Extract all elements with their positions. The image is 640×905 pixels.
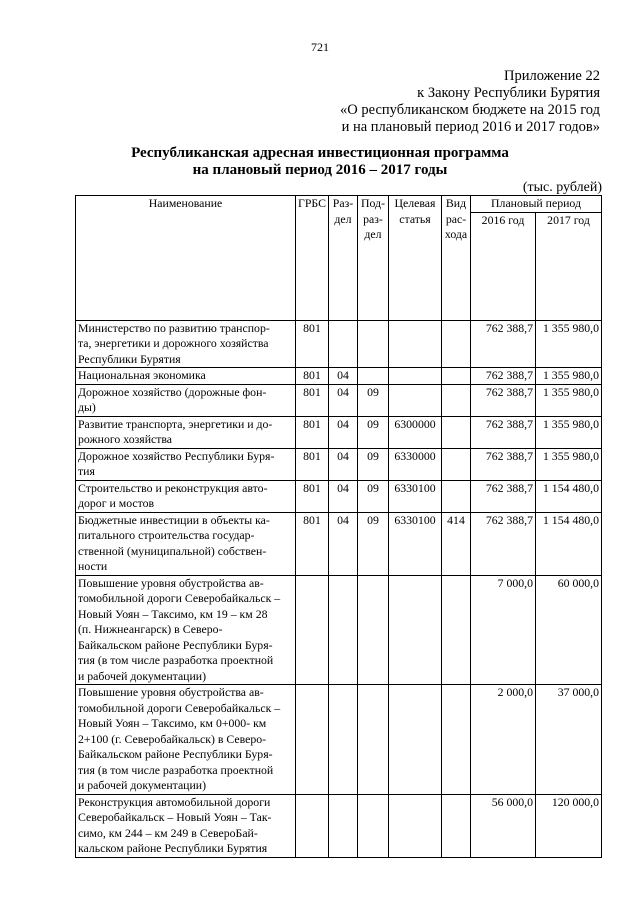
cell-y2016: 2 000,0 xyxy=(471,685,536,795)
title-line: на плановый период 2016 – 2017 годы xyxy=(192,162,448,178)
cell-y2017: 60 000,0 xyxy=(536,575,602,685)
cell-razdel: 04 xyxy=(329,480,358,512)
cell-podrazdel: 09 xyxy=(358,416,389,448)
cell-vid xyxy=(442,575,471,685)
cell-name: Повышение уровня обустройства ав- томобильной дороги Северобайкальск – Новый Уоян – Таксимо, км 0+000- км 2+100 (г. Северобайкальск) в Северо- Байкальском районе Республики Буря- тия (в том числе разработка проектной и рабочей документации) xyxy=(76,685,296,795)
cell-podrazdel: 09 xyxy=(358,384,389,416)
table-row xyxy=(76,685,602,795)
cell-razdel xyxy=(329,575,358,685)
cell-razdel: 04 xyxy=(329,512,358,575)
cell-y2017: 1 355 980,0 xyxy=(536,320,602,368)
cell-name: Реконструкция автомобильной дороги Северобайкальск – Новый Уоян – Так- симо, км 244 – км 249 в СевероБай- кальском районе Республики Бурятия xyxy=(76,794,296,857)
cell-grbs: 801 xyxy=(296,368,329,385)
cell-name: Национальная экономика xyxy=(76,368,296,385)
document-title xyxy=(0,145,640,179)
cell-y2017: 1 355 980,0 xyxy=(536,368,602,385)
cell-y2016: 56 000,0 xyxy=(471,794,536,857)
cell-razdel xyxy=(329,685,358,795)
cell-grbs xyxy=(296,685,329,795)
appendix-line: Приложение 22 xyxy=(504,68,600,84)
cell-target xyxy=(389,685,442,795)
cell-razdel: 04 xyxy=(329,368,358,385)
cell-grbs: 801 xyxy=(296,416,329,448)
header-razdel: Раз- дел xyxy=(329,196,358,321)
table-row xyxy=(76,416,602,448)
table-row xyxy=(76,448,602,480)
cell-y2017: 1 355 980,0 xyxy=(536,448,602,480)
cell-name: Строительство и реконструкция авто- дорог и мостов xyxy=(76,480,296,512)
table-body xyxy=(76,320,602,857)
cell-y2017: 1 355 980,0 xyxy=(536,384,602,416)
cell-podrazdel: 09 xyxy=(358,512,389,575)
cell-grbs: 801 xyxy=(296,448,329,480)
cell-name: Развитие транспорта, энергетики и до- рожного хозяйства xyxy=(76,416,296,448)
cell-target xyxy=(389,384,442,416)
cell-y2017: 1 154 480,0 xyxy=(536,480,602,512)
cell-razdel xyxy=(329,794,358,857)
header-podrazdel: Под- раз- дел xyxy=(358,196,389,321)
unit-label: (тыс. рублей) xyxy=(522,180,602,195)
cell-grbs xyxy=(296,794,329,857)
cell-name: Дорожное хозяйство (дорожные фон- ды) xyxy=(76,384,296,416)
cell-vid xyxy=(442,448,471,480)
investment-table xyxy=(75,195,602,858)
cell-vid xyxy=(442,384,471,416)
cell-target xyxy=(389,575,442,685)
cell-razdel: 04 xyxy=(329,384,358,416)
cell-razdel: 04 xyxy=(329,448,358,480)
header-target: Целевая статья xyxy=(389,196,442,321)
cell-y2016: 762 388,7 xyxy=(471,480,536,512)
header-2016: 2016 год xyxy=(471,212,536,320)
cell-y2017: 1 154 480,0 xyxy=(536,512,602,575)
cell-vid xyxy=(442,368,471,385)
cell-grbs: 801 xyxy=(296,384,329,416)
cell-grbs: 801 xyxy=(296,480,329,512)
appendix-line: «О республиканском бюджете на 2015 год xyxy=(340,102,600,118)
cell-podrazdel: 09 xyxy=(358,480,389,512)
cell-grbs xyxy=(296,575,329,685)
table-row xyxy=(76,320,602,368)
cell-y2016: 7 000,0 xyxy=(471,575,536,685)
appendix-header xyxy=(340,68,600,136)
cell-podrazdel xyxy=(358,368,389,385)
table-row xyxy=(76,368,602,385)
cell-y2017: 120 000,0 xyxy=(536,794,602,857)
cell-y2017: 1 355 980,0 xyxy=(536,416,602,448)
cell-razdel: 04 xyxy=(329,416,358,448)
cell-y2016: 762 388,7 xyxy=(471,384,536,416)
cell-name: Дорожное хозяйство Республики Буря- тия xyxy=(76,448,296,480)
header-name: Наименование xyxy=(76,196,296,321)
header-vid: Вид рас- хода xyxy=(442,196,471,321)
cell-y2017: 37 000,0 xyxy=(536,685,602,795)
cell-target xyxy=(389,320,442,368)
table-row xyxy=(76,794,602,857)
cell-target: 6300000 xyxy=(389,416,442,448)
cell-podrazdel: 09 xyxy=(358,448,389,480)
cell-grbs: 801 xyxy=(296,320,329,368)
cell-y2016: 762 388,7 xyxy=(471,416,536,448)
page-number: 721 xyxy=(311,40,329,54)
cell-razdel xyxy=(329,320,358,368)
cell-target: 6330100 xyxy=(389,480,442,512)
title-line: Республиканская адресная инвестиционная программа xyxy=(131,145,509,161)
cell-y2016: 762 388,7 xyxy=(471,320,536,368)
table-row xyxy=(76,512,602,575)
cell-y2016: 762 388,7 xyxy=(471,368,536,385)
cell-target: 6330100 xyxy=(389,512,442,575)
cell-name: Бюджетные инвестиции в объекты ка- питального строительства государ- ственной (муниципальной) собствен- ности xyxy=(76,512,296,575)
cell-vid xyxy=(442,794,471,857)
cell-grbs: 801 xyxy=(296,512,329,575)
cell-name: Министерство по развитию транспор- та, энергетики и дорожного хозяйства Республики Бурятия xyxy=(76,320,296,368)
header-2017: 2017 год xyxy=(536,212,602,320)
cell-y2016: 762 388,7 xyxy=(471,512,536,575)
cell-vid xyxy=(442,320,471,368)
cell-vid: 414 xyxy=(442,512,471,575)
cell-target xyxy=(389,794,442,857)
table-row xyxy=(76,384,602,416)
table-row xyxy=(76,575,602,685)
cell-name: Повышение уровня обустройства ав- томобильной дороги Северобайкальск – Новый Уоян – Таксимо, км 19 – км 28 (п. Нижнеангарск) в Северо- Байкальском районе Республики Буря- тия (в том числе разработка проектной и рабочей документации) xyxy=(76,575,296,685)
cell-target xyxy=(389,368,442,385)
cell-podrazdel xyxy=(358,575,389,685)
cell-podrazdel xyxy=(358,320,389,368)
cell-vid xyxy=(442,480,471,512)
cell-y2016: 762 388,7 xyxy=(471,448,536,480)
appendix-line: к Закону Республики Бурятия xyxy=(417,85,600,101)
cell-vid xyxy=(442,685,471,795)
appendix-line: и на плановый период 2016 и 2017 годов» xyxy=(341,119,600,135)
cell-vid xyxy=(442,416,471,448)
cell-target: 6330000 xyxy=(389,448,442,480)
table-row xyxy=(76,480,602,512)
cell-podrazdel xyxy=(358,685,389,795)
cell-podrazdel xyxy=(358,794,389,857)
header-planned: Плановый период xyxy=(471,196,602,213)
header-grbs: ГРБС xyxy=(296,196,329,321)
